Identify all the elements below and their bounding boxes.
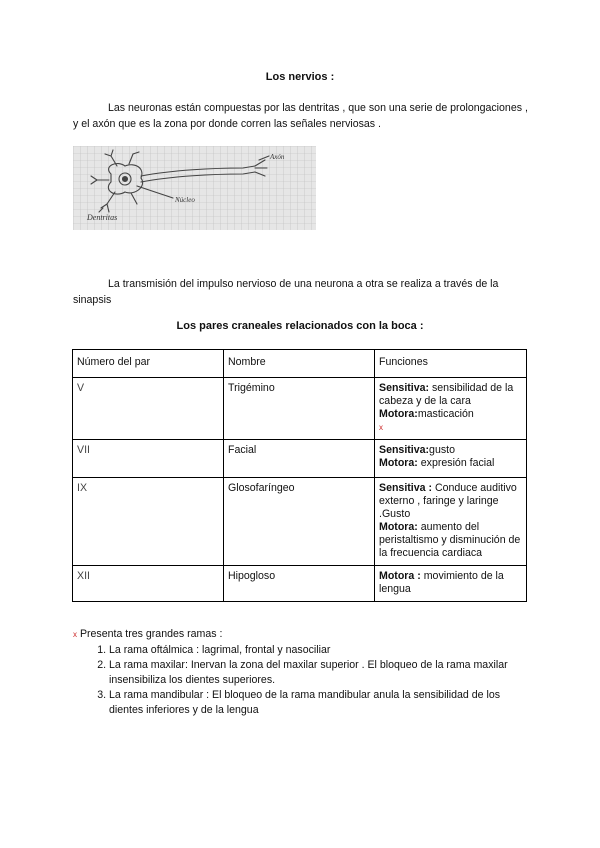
header-functions: Funciones	[375, 350, 527, 378]
table-header-row	[73, 350, 527, 378]
axon-label: Axón	[270, 153, 285, 161]
motor-text: masticación	[417, 408, 474, 420]
list-item: 3. La rama mandibular : El bloqueo de la rama mandibular anula la sensibilidad de los dientes inferiores y de la lengua	[109, 688, 533, 718]
motor-label: Motora:	[379, 408, 418, 420]
table-row	[73, 478, 527, 566]
motor-text: aumento del peristaltismo y disminución de la frecuencia cardiaca	[379, 521, 521, 559]
row-functions	[375, 566, 527, 602]
sensitive-label: Sensitiva :	[379, 482, 432, 494]
sensitive-label: Sensitiva:	[379, 444, 430, 456]
sensitive-text: Conduce auditivo externo , faringe y laringe .Gusto	[379, 482, 517, 520]
motor-label: Motora:	[379, 457, 418, 469]
row-name: Glosofaríngeo	[224, 478, 375, 566]
motor-text: movimiento de la lengua	[379, 570, 504, 595]
branches-intro-text: Presenta tres grandes ramas :	[77, 628, 223, 640]
motor-text: expresión facial	[417, 457, 495, 469]
row-number: IX	[73, 478, 224, 566]
sensitive-text: gusto	[429, 444, 455, 456]
sinapsis-text: La transmisión del impulso nervioso de una neurona a otra se realiza a través de la sinapsis	[73, 278, 499, 306]
header-name: Nombre	[224, 350, 375, 378]
nucleus-label: Núcleo	[175, 196, 195, 204]
broken-image-icon: x	[379, 423, 383, 432]
cranial-nerves-table	[72, 349, 527, 602]
sensitive-label: Sensitiva:	[379, 382, 430, 394]
row-number: V	[73, 378, 224, 440]
motor-label: Motora:	[379, 521, 418, 533]
row-functions	[375, 440, 527, 478]
branches-list	[73, 643, 533, 718]
row-name: Hipogloso	[224, 566, 375, 602]
intro-paragraph	[73, 100, 528, 132]
table-row	[73, 566, 527, 602]
motor-label: Motora :	[379, 570, 421, 582]
row-number: XII	[73, 566, 224, 602]
row-functions	[375, 478, 527, 566]
intro-text: Las neuronas están compuestas por las dentritas , que son una serie de prolongaciones , y el axón que es la zona por donde corren las señales nerviosas .	[73, 102, 528, 130]
table-row	[73, 378, 527, 440]
header-number: Número del par	[73, 350, 224, 378]
table-title: Los pares craneales relacionados con la boca :	[176, 320, 424, 332]
sensitive-text: sensibilidad de la cabeza y de la cara	[379, 382, 514, 407]
row-number: VII	[73, 440, 224, 478]
broken-image-icon: x	[73, 630, 77, 639]
dendrites-label: Dentritas	[87, 213, 118, 222]
table-row	[73, 440, 527, 478]
sinapsis-paragraph	[73, 276, 528, 308]
row-name: Facial	[224, 440, 375, 478]
page-title: Los nervios :	[265, 71, 335, 83]
row-functions	[375, 378, 527, 440]
branches-intro	[73, 627, 533, 642]
branches-section	[73, 627, 533, 718]
row-name: Trigémino	[224, 378, 375, 440]
list-item: 1. La rama oftálmica : lagrimal, frontal y nasociliar	[109, 643, 533, 658]
neuron-sketch	[73, 146, 316, 230]
list-item: 2. La rama maxilar: Inervan la zona del maxilar superior . El bloqueo de la rama maxilar insensibiliza los dientes superiores.	[109, 658, 533, 688]
